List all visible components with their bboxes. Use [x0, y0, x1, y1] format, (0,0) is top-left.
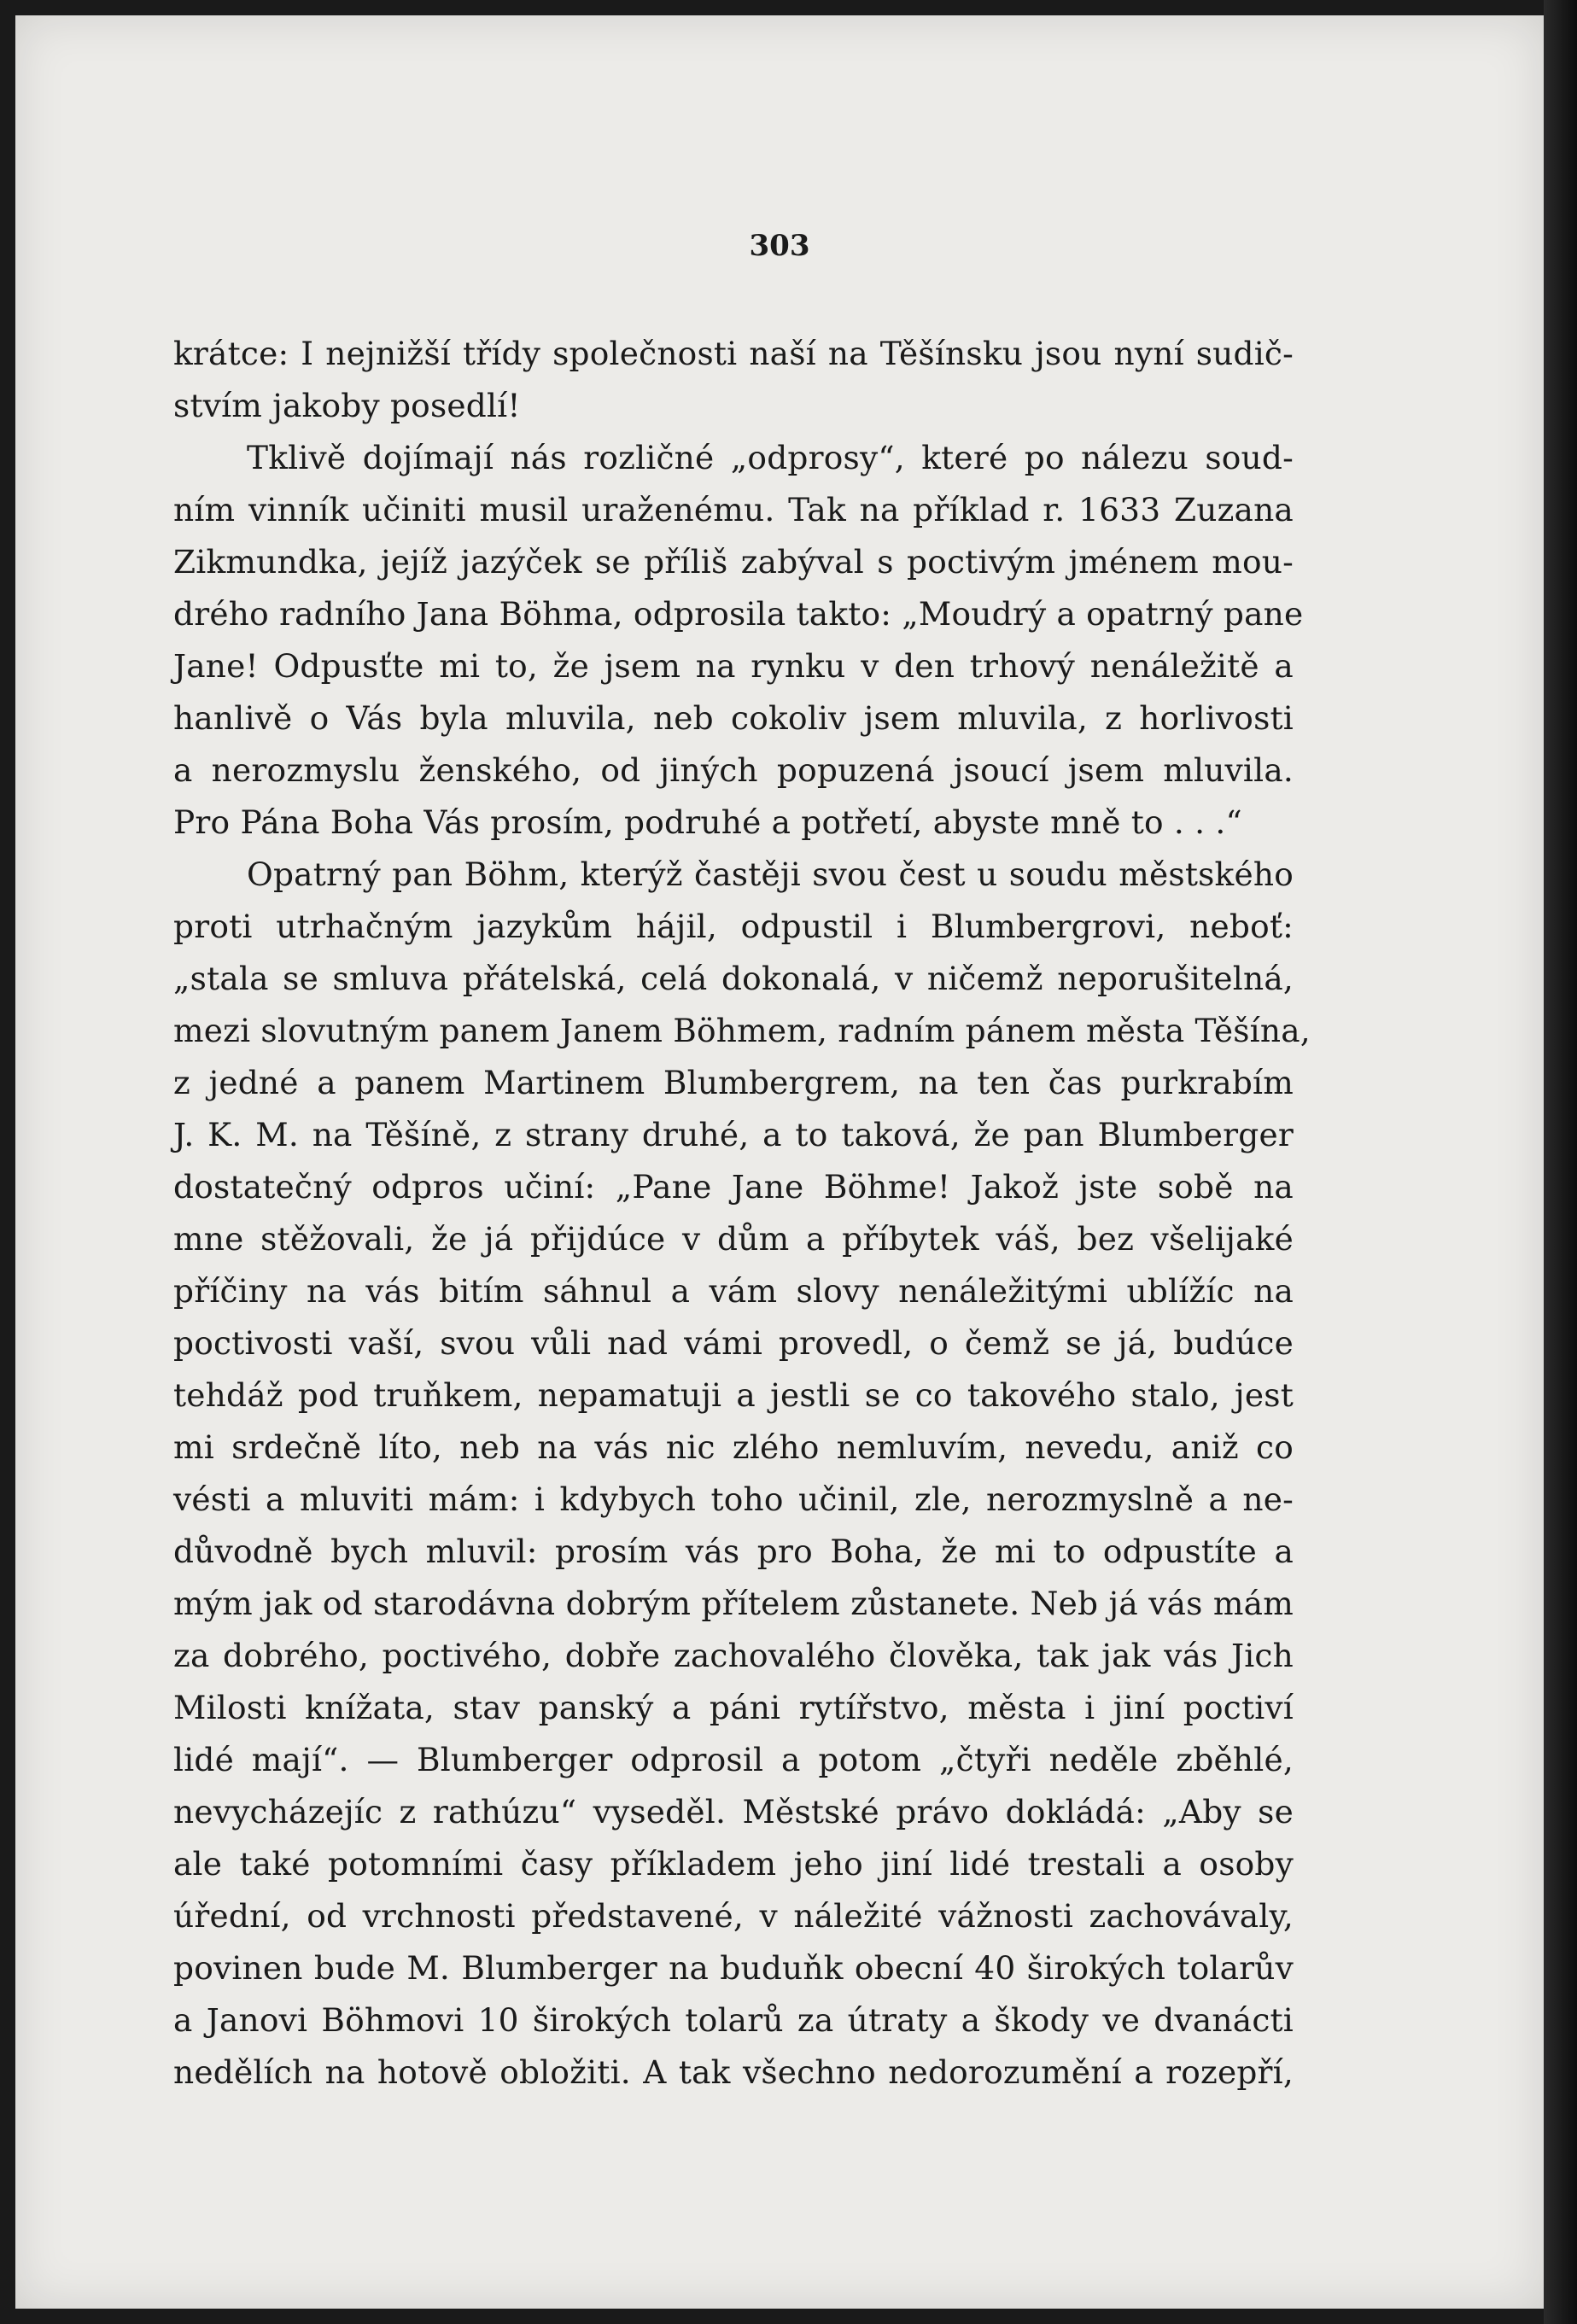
text-line: důvodně bych mluvil: prosím vás pro Boha, že mi to odpustíte a	[173, 1533, 1294, 1570]
text-line: poctivosti vaší, svou vůli nad vámi provedl, o čemž se já, budúce	[173, 1324, 1294, 1362]
text-line: Milosti knížata, stav panský a páni rytířstvo, města i jiní poctiví	[173, 1689, 1294, 1726]
text-line: ním vinník učiniti musil uraženému. Tak na příklad r. 1633 Zuzana	[173, 491, 1294, 528]
text-line: a nerozmyslu ženského, od jiných popuzená jsoucí jsem mluvila.	[173, 751, 1294, 789]
text-line: z jedné a panem Martinem Blumbergrem, na ten čas purkrabím	[173, 1064, 1294, 1101]
text-line: mezi slovutným panem Janem Böhmem, radním pánem města Těšína,	[173, 1012, 1311, 1049]
text-line: drého radního Jana Böhma, odprosila takto: „Moudrý a opatrný pane	[173, 595, 1304, 633]
text-line: lidé mají“. — Blumberger odprosil a potom „čtyři neděle zběhlé,	[173, 1741, 1294, 1778]
text-line: mne stěžovali, že já přijdúce v dům a příbytek váš, bez všelijaké	[173, 1220, 1294, 1258]
text-line: tehdáž pod truňkem, nepamatuji a jestli se co takového stalo, jest	[173, 1376, 1294, 1414]
text-line: povinen bude M. Blumberger na buduňk obecní 40 širokých tolarův	[173, 1949, 1294, 1987]
text-line: nedělích na hotově obložiti. A tak všechno nedorozumění a rozepří,	[173, 2053, 1294, 2091]
book-page	[15, 15, 1544, 2309]
text-line: Pro Pána Boha Vás prosím, podruhé a potřetí, abyste mně to . . .“	[173, 803, 1242, 841]
text-line: za dobrého, poctivého, dobře zachovalého člověka, tak jak vás Jich	[173, 1637, 1294, 1674]
text-line: dostatečný odpros učiní: „Pane Jane Böhme! Jakož jste sobě na	[173, 1168, 1294, 1206]
text-line: hanlivě o Vás byla mluvila, neb cokoliv jsem mluvila, z horlivosti	[173, 699, 1294, 737]
page-number: 303	[749, 229, 810, 263]
text-line: stvím jakoby posedlí!	[173, 387, 521, 424]
text-line: Jane! Odpusťte mi to, že jsem na rynku v den trhový nenáležitě a	[173, 647, 1294, 685]
text-line: vésti a mluviti mám: i kdybych toho učinil, zle, nerozmyslně a ne-	[173, 1480, 1294, 1518]
text-line: nevycházejíc z rathúzu“ vyseděl. Městské právo dokládá: „Aby se	[173, 1793, 1294, 1831]
text-line: úřední, od vrchnosti představené, v náležité vážnosti zachovávaly,	[173, 1897, 1294, 1935]
text-line: „stala se smluva přátelská, celá dokonalá, v ničemž neporušitelná,	[173, 960, 1294, 997]
text-line: ale také potomními časy příkladem jeho jiní lidé trestali a osoby	[173, 1845, 1294, 1883]
text-line: Opatrný pan Böhm, kterýž častěji svou čest u soudu městského	[247, 855, 1294, 893]
text-line: krátce: I nejnižší třídy společnosti naší na Těšínsku jsou nyní sudič-	[173, 335, 1294, 372]
text-line: a Janovi Böhmovi 10 širokých tolarů za útraty a škody ve dvanácti	[173, 2001, 1294, 2039]
text-line: mi srdečně líto, neb na vás nic zlého nemluvím, nevedu, aniž co	[173, 1428, 1294, 1466]
text-line: Tklivě dojímají nás rozličné „odprosy“, které po nálezu soud-	[247, 439, 1294, 476]
book-spine-edge	[1544, 0, 1577, 2324]
text-line: mým jak od starodávna dobrým přítelem zůstanete. Neb já vás mám	[173, 1585, 1294, 1622]
text-line: příčiny na vás bitím sáhnul a vám slovy nenáležitými ublížíc na	[173, 1272, 1294, 1310]
text-line: proti utrhačným jazykům hájil, odpustil i Blumbergrovi, neboť:	[173, 908, 1294, 945]
body-text	[173, 328, 1311, 2099]
text-line: J. K. M. na Těšíně, z strany druhé, a to taková, že pan Blumberger	[173, 1116, 1294, 1153]
text-line: Zikmundka, jejíž jazýček se příliš zabýval s poctivým jménem mou-	[173, 543, 1294, 581]
